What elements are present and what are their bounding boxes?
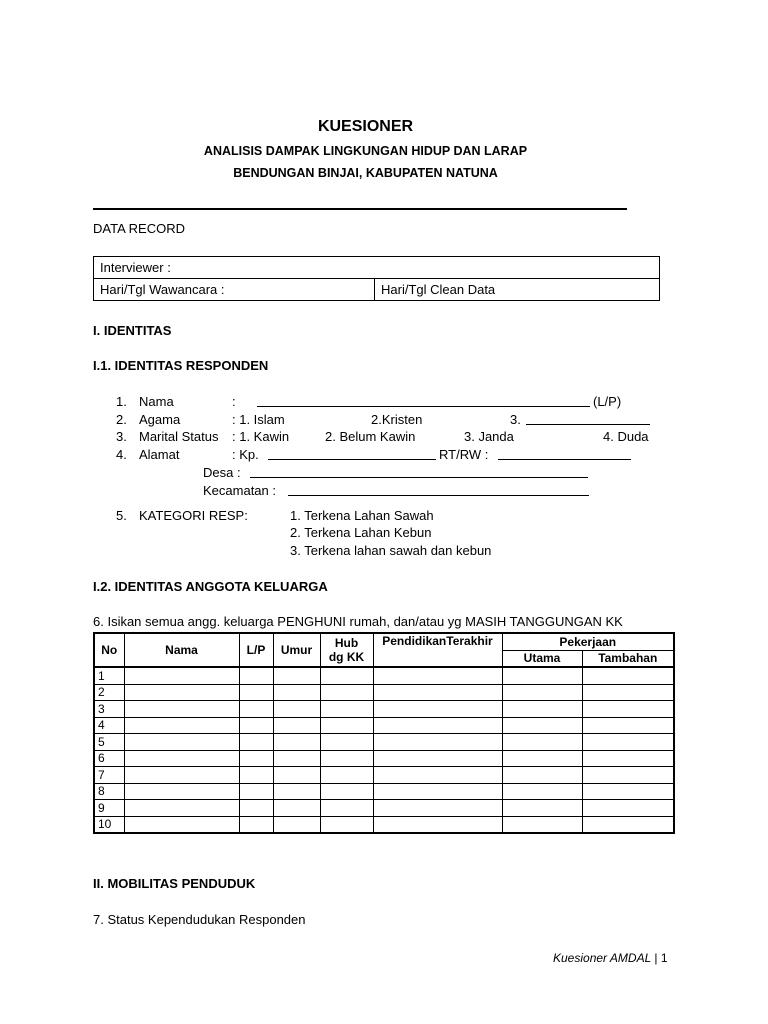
cell-umur[interactable]	[273, 717, 320, 734]
cell-utama[interactable]	[502, 717, 582, 734]
kecamatan-input-line[interactable]	[288, 483, 589, 499]
alamat-kp-input-line[interactable]	[268, 447, 436, 463]
agama-option-2[interactable]: 2.Kristen	[371, 412, 423, 427]
item-number: 5.	[116, 508, 127, 523]
header-divider	[93, 208, 627, 210]
item-number: 2.	[116, 412, 127, 427]
nama-label: Nama	[139, 394, 174, 409]
desa-label: Desa :	[203, 465, 241, 480]
agama-option-1[interactable]: : 1. Islam	[232, 412, 285, 427]
table-row	[94, 783, 674, 800]
table-row	[94, 734, 674, 751]
cell-no: 3	[94, 701, 124, 718]
item-number: 3.	[116, 429, 127, 444]
section-keluarga-title: I.2. IDENTITAS ANGGOTA KELUARGA	[93, 579, 328, 594]
cell-tambahan[interactable]	[582, 684, 674, 701]
cell-umur[interactable]	[273, 734, 320, 751]
table-row	[94, 717, 674, 734]
cell-utama[interactable]	[502, 684, 582, 701]
cell-umur[interactable]	[273, 800, 320, 817]
cell-no: 6	[94, 750, 124, 767]
clean-date-field[interactable]: Hari/Tgl Clean Data	[375, 279, 660, 301]
cell-no: 9	[94, 800, 124, 817]
cell-umur[interactable]	[273, 767, 320, 784]
marital-status-label: Marital Status	[139, 429, 219, 444]
cell-no: 4	[94, 717, 124, 734]
cell-hub[interactable]	[320, 734, 373, 751]
cell-tambahan[interactable]	[582, 750, 674, 767]
table-row	[94, 816, 674, 833]
rtrw-input-line[interactable]	[498, 447, 631, 463]
cell-lp[interactable]	[239, 783, 273, 800]
cell-pendidikan[interactable]	[373, 800, 502, 817]
cell-utama[interactable]	[502, 816, 582, 833]
table-row	[94, 750, 674, 767]
cell-lp[interactable]	[239, 816, 273, 833]
cell-umur[interactable]	[273, 667, 320, 684]
cell-tambahan[interactable]	[582, 701, 674, 718]
section-mobilitas-title: II. MOBILITAS PENDUDUK	[93, 876, 256, 891]
cell-lp[interactable]	[239, 667, 273, 684]
header-tambahan: Tambahan	[582, 650, 674, 667]
page-subtitle-1: ANALISIS DAMPAK LINGKUNGAN HIDUP DAN LARAP	[203, 144, 528, 158]
nama-gender-suffix: (L/P)	[593, 394, 622, 409]
cell-umur[interactable]	[273, 684, 320, 701]
marital-option-4[interactable]: 4. Duda	[603, 429, 649, 444]
item-number: 1.	[116, 394, 127, 409]
cell-no: 2	[94, 684, 124, 701]
cell-lp[interactable]	[239, 800, 273, 817]
cell-tambahan[interactable]	[582, 734, 674, 751]
cell-tambahan[interactable]	[582, 717, 674, 734]
header-umur: Umur	[273, 633, 320, 667]
data-record-table	[93, 256, 660, 301]
cell-pendidikan[interactable]	[373, 734, 502, 751]
data-record-label: DATA RECORD	[93, 221, 185, 236]
cell-utama[interactable]	[502, 701, 582, 718]
cell-nama[interactable]	[124, 800, 239, 817]
cell-utama[interactable]	[502, 734, 582, 751]
cell-no: 1	[94, 667, 124, 684]
cell-umur[interactable]	[273, 750, 320, 767]
kategori-option-3[interactable]: 3. Terkena lahan sawah dan kebun	[290, 543, 492, 558]
header-utama: Utama	[502, 650, 582, 667]
alamat-kp-label: : Kp.	[232, 447, 259, 462]
cell-no: 5	[94, 734, 124, 751]
question-6: 6. Isikan semua angg. keluarga PENGHUNI rumah, dan/atau yg MASIH TANGGUNGAN KK	[93, 614, 623, 629]
cell-utama[interactable]	[502, 783, 582, 800]
cell-nama[interactable]	[124, 717, 239, 734]
agama-label: Agama	[139, 412, 181, 427]
cell-lp[interactable]	[239, 767, 273, 784]
cell-no: 10	[94, 816, 124, 833]
section-responden-title: I.1. IDENTITAS RESPONDEN	[93, 358, 269, 373]
nama-input-line[interactable]	[257, 394, 590, 410]
cell-no: 8	[94, 783, 124, 800]
table-row	[94, 767, 674, 784]
cell-tambahan[interactable]	[582, 816, 674, 833]
interviewer-field[interactable]: Interviewer :	[94, 257, 660, 279]
marital-option-1[interactable]: : 1. Kawin	[232, 429, 290, 444]
kategori-option-2[interactable]: 2. Terkena Lahan Kebun	[290, 525, 432, 540]
cell-tambahan[interactable]	[582, 767, 674, 784]
cell-nama[interactable]	[124, 667, 239, 684]
cell-utama[interactable]	[502, 800, 582, 817]
header-no: No	[94, 633, 124, 667]
cell-nama[interactable]	[124, 783, 239, 800]
cell-utama[interactable]	[502, 767, 582, 784]
header-hub	[320, 633, 373, 667]
member-table	[93, 632, 675, 834]
desa-input-line[interactable]	[250, 465, 588, 481]
table-row	[94, 800, 674, 817]
cell-lp[interactable]	[239, 750, 273, 767]
cell-nama[interactable]	[124, 816, 239, 833]
cell-hub[interactable]	[320, 816, 373, 833]
cell-lp[interactable]	[239, 717, 273, 734]
table-row	[94, 667, 674, 684]
cell-hub[interactable]	[320, 717, 373, 734]
interview-date-field[interactable]: Hari/Tgl Wawancara :	[94, 279, 375, 301]
cell-pendidikan[interactable]	[373, 767, 502, 784]
header-hub-line2: dg KK	[328, 650, 365, 664]
cell-lp[interactable]	[239, 734, 273, 751]
page-footer	[553, 951, 668, 965]
cell-nama[interactable]	[124, 734, 239, 751]
cell-nama[interactable]	[124, 701, 239, 718]
header-hub-line1: Hub	[334, 636, 359, 650]
cell-hub[interactable]	[320, 783, 373, 800]
rtrw-label: RT/RW :	[439, 447, 489, 462]
header-pekerjaan: Pekerjaan	[502, 633, 674, 650]
header-pendidikan: PendidikanTerakhir	[373, 633, 502, 667]
cell-tambahan[interactable]	[582, 783, 674, 800]
nama-separator: :	[232, 394, 236, 409]
cell-utama[interactable]	[502, 667, 582, 684]
question-7: 7. Status Kependudukan Responden	[93, 912, 306, 927]
cell-lp[interactable]	[239, 684, 273, 701]
cell-nama[interactable]	[124, 750, 239, 767]
agama-other-input-line[interactable]	[526, 412, 650, 428]
cell-pendidikan[interactable]	[373, 701, 502, 718]
cell-pendidikan[interactable]	[373, 750, 502, 767]
cell-pendidikan[interactable]	[373, 684, 502, 701]
kategori-resp-label: KATEGORI RESP:	[139, 508, 248, 523]
footer-text: Kuesioner AMDAL	[553, 951, 652, 965]
cell-pendidikan[interactable]	[373, 717, 502, 734]
cell-tambahan[interactable]	[582, 800, 674, 817]
table-row	[94, 701, 674, 718]
cell-hub[interactable]	[320, 800, 373, 817]
header-nama: Nama	[124, 633, 239, 667]
cell-hub[interactable]	[320, 684, 373, 701]
cell-pendidikan[interactable]	[373, 667, 502, 684]
cell-utama[interactable]	[502, 750, 582, 767]
section-identitas-title: I. IDENTITAS	[93, 323, 172, 338]
cell-nama[interactable]	[124, 684, 239, 701]
item-number: 4.	[116, 447, 127, 462]
cell-umur[interactable]	[273, 816, 320, 833]
kecamatan-label: Kecamatan :	[203, 483, 276, 498]
cell-nama[interactable]	[124, 767, 239, 784]
cell-umur[interactable]	[273, 701, 320, 718]
cell-lp[interactable]	[239, 701, 273, 718]
kategori-option-1[interactable]: 1. Terkena Lahan Sawah	[290, 508, 434, 523]
cell-tambahan[interactable]	[582, 667, 674, 684]
cell-hub[interactable]	[320, 667, 373, 684]
page-title: KUESIONER	[317, 118, 414, 135]
cell-pendidikan[interactable]	[373, 783, 502, 800]
cell-hub[interactable]	[320, 750, 373, 767]
cell-pendidikan[interactable]	[373, 816, 502, 833]
footer-page-number: | 1	[654, 951, 668, 965]
page-subtitle-2: BENDUNGAN BINJAI, KABUPATEN NATUNA	[233, 166, 498, 180]
header-lp: L/P	[239, 633, 273, 667]
agama-option-3[interactable]: 3.	[510, 412, 521, 427]
alamat-label: Alamat	[139, 447, 180, 462]
cell-hub[interactable]	[320, 767, 373, 784]
marital-option-2[interactable]: 2. Belum Kawin	[325, 429, 416, 444]
cell-hub[interactable]	[320, 701, 373, 718]
marital-option-3[interactable]: 3. Janda	[464, 429, 514, 444]
table-row	[94, 684, 674, 701]
cell-umur[interactable]	[273, 783, 320, 800]
cell-no: 7	[94, 767, 124, 784]
